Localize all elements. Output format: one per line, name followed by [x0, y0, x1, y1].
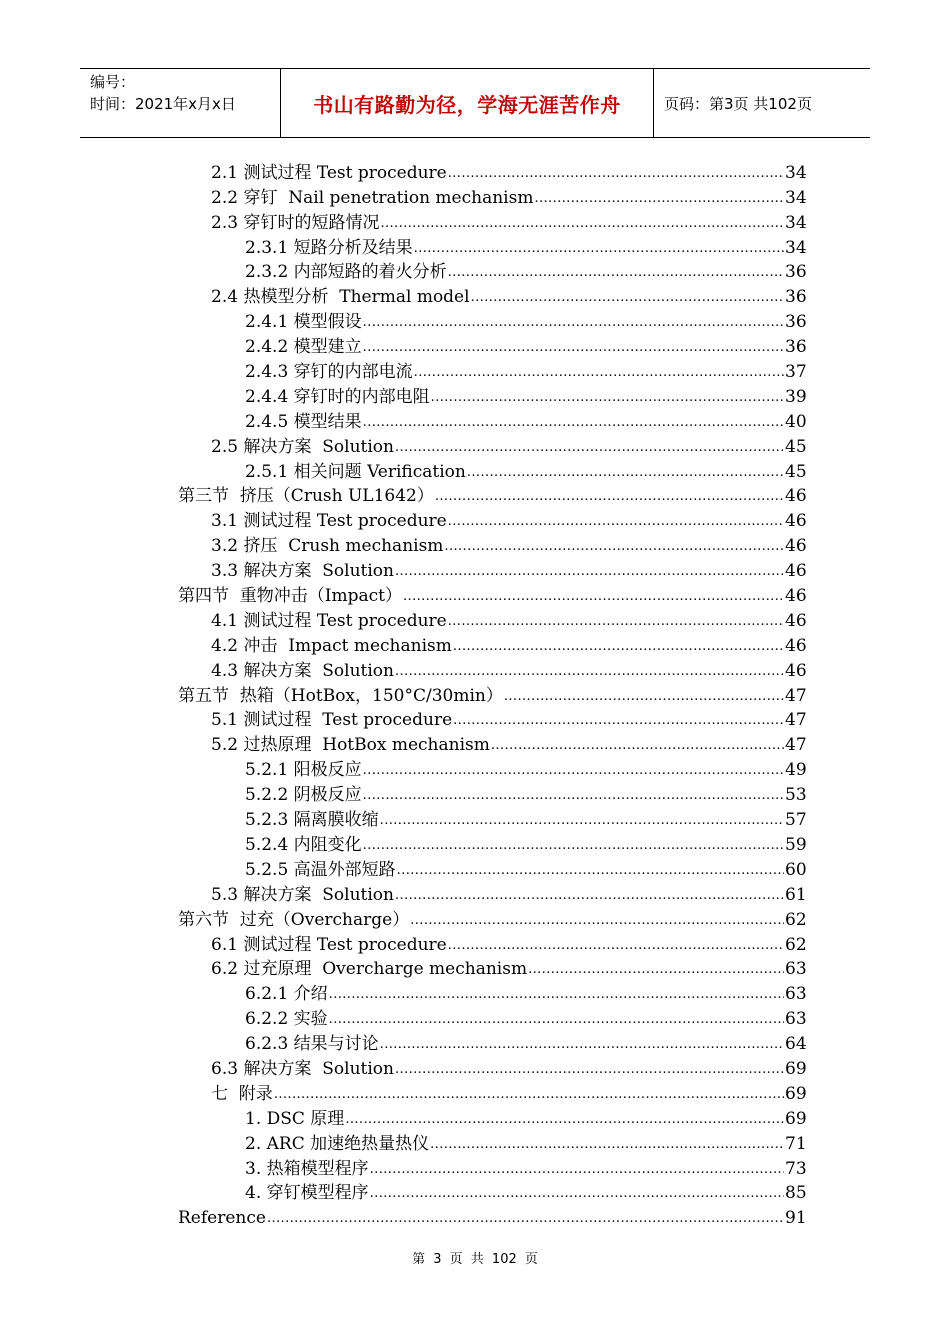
toc-entry[interactable]: [0, 158, 805, 183]
toc-entry-page: 46: [785, 561, 807, 582]
toc-entry-title: 2.1 测试过程 Test procedure: [211, 162, 447, 183]
toc-entry[interactable]: [0, 855, 805, 880]
toc-entry[interactable]: [0, 755, 805, 780]
toc-entry[interactable]: [0, 581, 805, 606]
toc-entry-page: 69: [785, 1058, 807, 1079]
toc-entry-title: Reference: [178, 1208, 266, 1229]
toc-dot-leader: [453, 638, 784, 656]
toc-entry[interactable]: [0, 407, 805, 432]
toc-entry-title: 5.1 测试过程 Test procedure: [211, 710, 453, 731]
toc-entry[interactable]: [0, 332, 805, 357]
toc-entry-title: 4.2 冲击 Impact mechanism: [211, 635, 452, 656]
toc-entry-title: 3.2 挤压 Crush mechanism: [211, 536, 444, 557]
toc-entry-page: 73: [785, 1158, 807, 1179]
toc-entry-page: 34: [785, 237, 807, 258]
toc-entry-page: 47: [785, 685, 807, 706]
toc-entry[interactable]: [0, 506, 805, 531]
toc-entry-page: 71: [785, 1133, 807, 1154]
toc-dot-leader: [380, 215, 784, 233]
toc-entry-title: 4.3 解决方案 Solution: [211, 660, 394, 681]
toc-dot-leader: [504, 688, 784, 706]
toc-entry-title: 第六节 过充（Overcharge）: [178, 909, 410, 930]
toc-dot-leader: [329, 986, 784, 1004]
toc-entry-title: 6.3 解决方案 Solution: [211, 1058, 394, 1079]
toc-entry[interactable]: [0, 880, 805, 905]
toc-entry[interactable]: [0, 1054, 805, 1079]
toc-dot-leader: [467, 464, 784, 482]
toc-entry[interactable]: [0, 1104, 805, 1129]
toc-entry-page: 47: [785, 710, 807, 731]
toc-dot-leader: [491, 737, 784, 755]
toc-entry-page: 46: [785, 536, 807, 557]
toc-entry-page: 62: [785, 934, 807, 955]
toc-entry[interactable]: [0, 282, 805, 307]
toc-entry-page: 46: [785, 635, 807, 656]
toc-dot-leader: [274, 1086, 784, 1104]
toc-entry-title: 2.3.1 短路分析及结果: [245, 237, 413, 258]
toc-entry-page: 85: [785, 1183, 807, 1204]
toc-entry-title: 5.3 解决方案 Solution: [211, 884, 394, 905]
toc-entry-title: 6.2.2 实验: [245, 1009, 328, 1030]
toc-entry[interactable]: [0, 556, 805, 581]
toc-entry-title: 6.2.3 结果与讨论: [245, 1034, 379, 1055]
header-motto: 书山有路勤为径，学海无涯苦作舟: [281, 69, 654, 137]
toc-entry-page: 57: [785, 810, 807, 831]
toc-entry-title: 2.4.2 模型建立: [245, 337, 362, 358]
page-header: [80, 68, 870, 138]
toc-entry[interactable]: [0, 780, 805, 805]
toc-entry-title: 6.1 测试过程 Test procedure: [211, 934, 447, 955]
table-of-contents: [0, 158, 950, 1228]
toc-entry-page: 46: [785, 610, 807, 631]
toc-dot-leader: [403, 588, 784, 606]
toc-entry-title: 4.1 测试过程 Test procedure: [211, 610, 447, 631]
toc-dot-leader: [471, 289, 784, 307]
toc-dot-leader: [448, 165, 784, 183]
toc-entry[interactable]: [0, 1129, 805, 1154]
toc-entry-page: 62: [785, 909, 807, 930]
toc-entry-page: 64: [785, 1034, 807, 1055]
toc-entry-page: 53: [785, 785, 807, 806]
toc-entry[interactable]: [0, 656, 805, 681]
toc-entry-page: 63: [785, 984, 807, 1005]
toc-entry[interactable]: [0, 531, 805, 556]
toc-dot-leader: [363, 314, 784, 332]
toc-entry[interactable]: [0, 681, 805, 706]
toc-entry-title: 5.2.3 隔离膜收缩: [245, 810, 379, 831]
toc-entry-title: 5.2.4 内阻变化: [245, 834, 362, 855]
toc-dot-leader: [329, 1011, 784, 1029]
toc-entry-page: 39: [785, 386, 807, 407]
toc-entry-page: 36: [785, 262, 807, 283]
toc-entry-page: 46: [785, 660, 807, 681]
toc-entry-title: 3.3 解决方案 Solution: [211, 561, 394, 582]
toc-dot-leader: [448, 937, 784, 955]
toc-entry-page: 36: [785, 337, 807, 358]
toc-entry-title: 2.4.1 模型假设: [245, 312, 362, 333]
toc-entry-page: 37: [785, 362, 807, 383]
toc-entry[interactable]: [0, 482, 805, 507]
toc-entry-title: 第五节 热箱（HotBox，150°C/30min）: [178, 685, 503, 706]
toc-entry-title: 2.4.3 穿钉的内部电流: [245, 362, 413, 383]
document-number-label: 编号：: [90, 73, 136, 91]
toc-entry[interactable]: [0, 183, 805, 208]
toc-entry[interactable]: [0, 1004, 805, 1029]
toc-dot-leader: [395, 1061, 784, 1079]
toc-dot-leader: [363, 762, 784, 780]
toc-entry[interactable]: [0, 1154, 805, 1179]
toc-dot-leader: [444, 538, 784, 556]
toc-entry-page: 45: [785, 461, 807, 482]
toc-dot-leader: [380, 812, 784, 830]
toc-entry[interactable]: [0, 979, 805, 1004]
toc-entry-title: 3.1 测试过程 Test procedure: [211, 511, 447, 532]
toc-dot-leader: [395, 663, 784, 681]
toc-entry[interactable]: [0, 805, 805, 830]
toc-entry[interactable]: [0, 357, 805, 382]
toc-entry[interactable]: [0, 1179, 805, 1204]
toc-entry[interactable]: [0, 208, 805, 233]
toc-entry-page: 46: [785, 511, 807, 532]
toc-dot-leader: [363, 339, 784, 357]
toc-entry-page: 34: [785, 187, 807, 208]
toc-entry-page: 63: [785, 959, 807, 980]
toc-entry-page: 34: [785, 162, 807, 183]
toc-dot-leader: [370, 1161, 784, 1179]
toc-dot-leader: [363, 414, 784, 432]
toc-dot-leader: [410, 912, 784, 930]
toc-dot-leader: [345, 1111, 784, 1129]
toc-dot-leader: [448, 613, 784, 631]
toc-entry-page: 63: [785, 1009, 807, 1030]
toc-entry-title: 2.5 解决方案 Solution: [211, 436, 394, 457]
toc-entry-title: 2.4 热模型分析 Thermal model: [211, 287, 470, 308]
toc-dot-leader: [435, 488, 784, 506]
toc-dot-leader: [430, 1136, 784, 1154]
toc-entry-page: 69: [785, 1083, 807, 1104]
toc-dot-leader: [380, 1036, 784, 1054]
toc-entry[interactable]: [0, 1203, 805, 1228]
toc-entry-page: 69: [785, 1108, 807, 1129]
document-time-label: 时间：2021年x月x日: [90, 95, 236, 113]
toc-entry-title: 2.3.2 内部短路的着火分析: [245, 262, 447, 283]
toc-entry-page: 46: [785, 486, 807, 507]
toc-dot-leader: [395, 887, 784, 905]
toc-entry-title: 第三节 挤压（Crush UL1642）: [178, 486, 434, 507]
toc-entry[interactable]: [0, 930, 805, 955]
toc-dot-leader: [363, 787, 784, 805]
toc-dot-leader: [395, 563, 784, 581]
toc-entry-page: 34: [785, 212, 807, 233]
toc-entry-title: 七 附录: [211, 1083, 273, 1104]
toc-entry[interactable]: [0, 258, 805, 283]
toc-entry-title: 第四节 重物冲击（Impact）: [178, 586, 403, 607]
header-left-cell: [80, 69, 281, 137]
toc-entry[interactable]: [0, 432, 805, 457]
toc-entry-page: 49: [785, 760, 807, 781]
toc-entry-title: 5.2 过热原理 HotBox mechanism: [211, 735, 490, 756]
toc-entry-title: 2.2 穿钉 Nail penetration mechanism: [211, 187, 534, 208]
toc-entry[interactable]: [0, 233, 805, 258]
toc-entry-page: 36: [785, 287, 807, 308]
toc-dot-leader: [363, 837, 784, 855]
toc-entry-page: 40: [785, 411, 807, 432]
toc-entry-title: 3. 热箱模型程序: [245, 1158, 369, 1179]
toc-entry-title: 2.3 穿钉时的短路情况: [211, 212, 380, 233]
toc-dot-leader: [370, 1185, 784, 1203]
toc-dot-leader: [448, 513, 784, 531]
toc-entry[interactable]: [0, 382, 805, 407]
toc-dot-leader: [431, 389, 784, 407]
toc-entry-page: 61: [785, 884, 807, 905]
toc-entry-page: 60: [785, 859, 807, 880]
toc-entry[interactable]: [0, 1079, 805, 1104]
toc-entry-title: 5.2.1 阳极反应: [245, 760, 362, 781]
toc-entry-page: 46: [785, 586, 807, 607]
toc-dot-leader: [453, 712, 784, 730]
toc-entry-page: 45: [785, 436, 807, 457]
page-footer: 第 3 页 共 102 页: [412, 1252, 538, 1267]
header-page-info: 页码：第3页 共102页: [664, 94, 812, 113]
toc-entry[interactable]: [0, 830, 805, 855]
toc-entry-title: 2.5.1 相关问题 Verification: [245, 461, 466, 482]
toc-entry[interactable]: [0, 905, 805, 930]
toc-entry-title: 2. ARC 加速绝热量热仪: [245, 1133, 430, 1154]
toc-entry-title: 6.2 过充原理 Overcharge mechanism: [211, 959, 528, 980]
toc-entry[interactable]: [0, 1029, 805, 1054]
toc-dot-leader: [414, 240, 784, 258]
toc-entry[interactable]: [0, 457, 805, 482]
toc-dot-leader: [267, 1210, 784, 1228]
toc-entry-page: 59: [785, 834, 807, 855]
toc-dot-leader: [534, 190, 784, 208]
toc-dot-leader: [395, 439, 784, 457]
toc-entry-title: 6.2.1 介绍: [245, 984, 328, 1005]
toc-dot-leader: [528, 961, 784, 979]
toc-entry[interactable]: [0, 730, 805, 755]
toc-entry-page: 91: [785, 1208, 807, 1229]
toc-dot-leader: [448, 264, 784, 282]
toc-dot-leader: [414, 364, 784, 382]
toc-entry[interactable]: [0, 955, 805, 980]
toc-entry-title: 2.4.4 穿钉时的内部电阻: [245, 386, 430, 407]
toc-entry-page: 36: [785, 312, 807, 333]
toc-entry-title: 5.2.5 高温外部短路: [245, 859, 396, 880]
toc-entry-title: 5.2.2 阴极反应: [245, 785, 362, 806]
toc-entry-title: 4. 穿钉模型程序: [245, 1183, 369, 1204]
toc-entry[interactable]: [0, 307, 805, 332]
toc-entry-title: 1. DSC 原理: [245, 1108, 345, 1129]
toc-entry[interactable]: [0, 631, 805, 656]
toc-entry-page: 47: [785, 735, 807, 756]
toc-entry-title: 2.4.5 模型结果: [245, 411, 362, 432]
toc-entry[interactable]: [0, 706, 805, 731]
toc-dot-leader: [397, 862, 784, 880]
toc-entry[interactable]: [0, 606, 805, 631]
